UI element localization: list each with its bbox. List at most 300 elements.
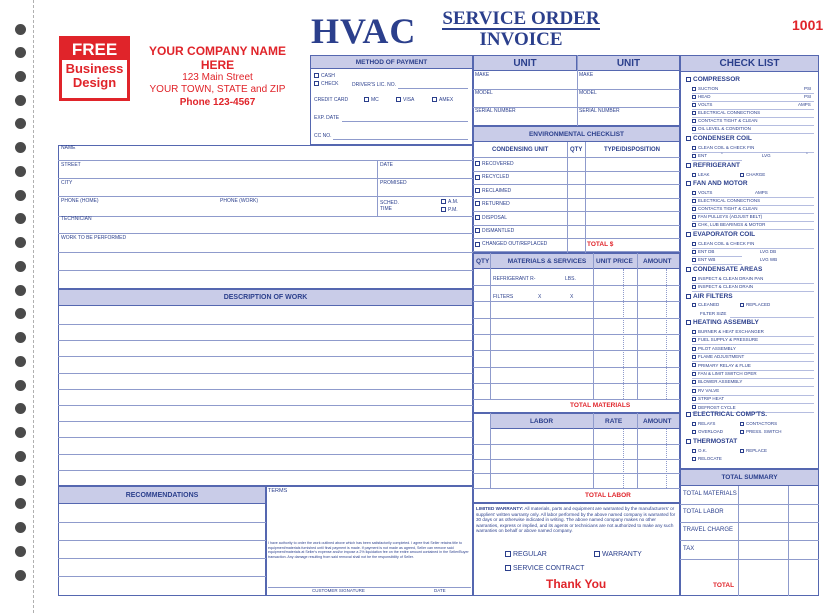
checkbox-icon [686,181,691,186]
binder-hole [15,570,26,581]
total-labor-label: TOTAL LABOR [585,492,631,499]
press-switch[interactable] [740,429,782,434]
checkbox-icon [692,127,696,131]
street-label: STREET [61,162,81,168]
lbs-label: LBS. [565,276,576,282]
electrical-connections[interactable] [692,110,760,115]
rate-header: RATE [605,418,623,425]
checkbox-icon [692,103,696,107]
checkbox-icon [692,338,696,342]
psi-2: PSI [804,94,812,99]
clean-coil-2-label: CLEAN COIL & CHECK FIN [698,241,755,246]
heating-item-1[interactable] [692,337,758,342]
description-line [58,340,473,341]
warranty-text-block [476,506,677,534]
suction-label: SUCTION [698,86,719,91]
binder-hole [15,380,26,391]
summary-row-1: TOTAL LABOR [683,509,724,516]
checkbox-icon [364,97,369,102]
checkbox-icon [594,551,600,557]
condenser-coil-label: CONDENSER COIL [693,135,752,142]
amps: AMPS [798,102,811,107]
checkbox-icon [692,242,696,246]
condensing-unit-label: CONDENSING UNIT [492,147,549,153]
terms-authorization-text: I have authority to order the work outlined above which has been satisfactorily completed. I agree that Seller retains title to equipment/materials furnished until final payment is made. If payment is not made as agreed, Seller can remove said equipment/materials at Seller's expense and/or impose a 2% liquidation fee on the entire amount contained in the Seller/Buyer transaction. Any damage resulting from said removal shall not be the responsibility of Seller. [268,541,469,559]
labor-title: LABOR [529,418,554,425]
total-materials-label: TOTAL MATERIALS [570,402,631,409]
compressor[interactable] [686,76,740,83]
warranty-option[interactable] [594,551,642,558]
suction[interactable] [692,86,718,91]
mc-option[interactable] [364,97,379,103]
hvac-title: HVAC [311,11,417,51]
customer-line [58,252,473,253]
checkbox-icon [692,430,696,434]
warranty-text: All materials, parts and equipment are warranted by the manufacturers' or suppliers' written warranty only. All labor performed by the above named company is warranted for 30 days or as otherwise indicated in writing. The above named company makes no other warranties, express or implied, and its agents or technicians are not authorized to make any such warranties on behalf or above named company. [476,506,676,534]
materials-title: MATERIALS & SERVICES [507,258,587,265]
checkbox-icon [505,565,511,571]
type-disposition-label: TYPE/DISPOSITION [604,147,661,153]
ent-wb-label: ENT WB [698,257,716,262]
regular-option[interactable] [505,551,547,558]
checkbox-icon [692,389,696,393]
electrical-connections-2[interactable] [692,198,760,203]
heating-item-5[interactable] [692,371,757,376]
env-row-label: DISPOSAL [482,214,508,221]
binder-hole [15,190,26,201]
materials-line [473,318,680,319]
unit-line [473,89,680,90]
logo [59,36,130,101]
checklist-line [692,229,814,230]
service-order-label: SERVICE ORDER [442,8,600,29]
checkbox-icon [686,412,691,417]
description-line [58,389,473,390]
heating-item-9-label: DEFROST CYCLE [698,404,736,410]
heating-item-1-label: FUEL SUPPLY & PRESSURE [698,337,759,343]
checkbox-icon [692,285,696,289]
summary-line [680,522,819,523]
heating-item-7[interactable] [692,388,719,393]
description-header: DESCRIPTION OF WORK [58,289,473,306]
materials-divider [637,253,638,399]
checkbox-icon [686,267,691,272]
date-label: DATE [380,162,393,168]
thermostat-ok[interactable] [692,448,707,453]
amex-option[interactable] [432,97,453,103]
description-line [58,421,473,422]
env-row-5[interactable] [475,228,514,234]
fan-pulleys-label: FAN PULLEYS (ADJUST BELT) [698,214,763,219]
checkbox-icon [692,422,696,426]
recommendations-header: RECOMMENDATIONS [58,486,266,504]
summary-line [680,540,819,541]
relays[interactable] [692,421,715,426]
inspect-drain[interactable] [692,284,753,289]
psi-1: PSI [804,86,812,91]
checkbox-icon [475,242,480,247]
inspect-drain-pan[interactable] [692,276,763,281]
heating-item-5-label: FAN & LIMIT SWITCH OPER [698,371,757,376]
amex-label: AMEX [439,97,454,103]
invoice-number: 1001 [792,17,824,33]
env-row-label: RETURNED [482,201,510,208]
evaporator-coil[interactable] [686,231,755,238]
env-row-label: RECOVERED [482,161,514,167]
env-total: TOTAL $ [587,241,614,248]
env-row-4[interactable] [475,215,507,221]
logo-inner [62,39,127,98]
clean-coil-2[interactable] [692,241,754,246]
env-qty-label: QTY [570,147,583,153]
check-option[interactable] [314,81,339,87]
amount-header: AMOUNT [643,258,672,265]
env-row-3[interactable] [475,201,510,207]
labor-divider [593,413,594,488]
pm-label: P.M. [448,207,458,213]
checkbox-icon [475,188,480,193]
clean-coil-label: CLEAN COIL & CHECK FIN [698,145,755,150]
checkbox-icon [692,258,696,262]
evaporator-coil-label: EVAPORATOR COIL [693,231,756,238]
logo-free: FREE [62,39,127,60]
binder-hole [15,403,26,414]
labor-line [473,473,680,474]
binder-hole [15,95,26,106]
checkbox-icon [475,201,480,206]
customer-line [58,233,473,234]
work-label: WORK TO BE PERFORMED [61,235,127,241]
time-label: TIME [380,206,392,212]
labor-header-bar [490,413,680,429]
check-label: CHECK [321,81,339,87]
env-line [473,238,680,239]
checklist-line [692,160,742,161]
unit2-header: UNIT [577,55,680,71]
env-row-label: RECYCLED [482,174,510,181]
checkbox-icon [441,199,446,204]
regular-label: REGULAR [513,551,547,558]
checkbox-icon [692,154,696,158]
env-header: ENVIRONMENTAL CHECKLIST [473,126,680,142]
contacts-tight-2[interactable] [692,206,758,211]
volts-2[interactable] [692,190,712,195]
service-contract-option[interactable] [505,565,584,572]
logo-design: Design [72,75,117,90]
drivers-lic-line[interactable] [398,88,468,89]
company-phone: Phone 123-4567 [179,97,256,108]
degree-2: ° [806,152,808,157]
checkbox-icon [692,87,696,91]
air-filters[interactable] [686,293,733,300]
binder-hole [15,451,26,462]
filter-size: FILTER SIZE [700,311,727,316]
checkbox-icon [692,223,696,227]
company-name: YOUR COMPANY NAME HERE [149,44,286,72]
chk-lub-label: CHK, LUB BEARINGS & MOTOR [698,222,766,227]
electrical-components-label: ELECTRICAL COMP'TS. [693,411,768,418]
description-line [58,373,473,374]
materials-line [473,383,680,384]
description-line [58,324,473,325]
refrigerant-label: REFRIGERANT [693,162,740,169]
env-line [473,211,680,212]
head-label: HEAD [698,94,711,99]
checklist-line [730,317,814,318]
heating-item-6[interactable] [692,379,742,384]
summary-line [680,559,819,560]
cc-no-line[interactable] [333,139,468,140]
binder-hole [15,498,26,509]
contacts-tight-label: CONTACTS TIGHT & CLEAN [698,118,758,123]
checkbox-icon [692,397,696,401]
heating-item-6-label: BLOWER ASSEMBLY [698,379,743,385]
env-row-6[interactable] [475,241,547,247]
checkbox-icon [692,372,696,376]
heating-item-2-label: PILOT ASSEMBLY [698,345,736,351]
recommendations-line [58,576,266,577]
head[interactable] [692,94,711,99]
checkbox-icon [740,173,744,177]
checkbox-icon [475,161,480,166]
drivers-lic-label: DRIVER'S LIC. NO. [352,82,397,88]
contacts-tight-2-label: CONTACTS TIGHT & CLEAN [698,206,758,211]
summary-row-2: TRAVEL CHARGE [683,527,734,534]
customer-line [58,270,473,271]
refrigerant-label: REFRIGERANT R- [493,276,536,282]
checkbox-icon [686,136,691,141]
labor-line [473,459,680,460]
clean-coil[interactable] [692,145,754,150]
lvg-db: LVG DB [760,249,777,254]
env-row-1[interactable] [475,174,509,180]
description-line [58,470,473,471]
checkbox-icon [686,232,691,237]
env-row-2[interactable] [475,188,511,194]
chk-lub[interactable] [692,222,765,227]
condensate-areas[interactable] [686,266,762,273]
leak[interactable] [692,172,710,177]
binder-hole [15,213,26,224]
sched-label: SCHED. [380,200,399,206]
technician-label: TECHNICIAN [61,216,92,222]
inspect-drain-pan-label: INSPECT & CLEAN DRAIN PAN [698,276,764,281]
amps-2: AMPS [755,190,768,195]
contacts-tight[interactable] [692,118,758,123]
heating-item-4-label: PRIMARY RELAY & FLUE [698,362,751,368]
description-line [58,454,473,455]
replaced[interactable] [740,302,770,307]
replaced-label: REPLACED [746,302,771,307]
binder-hole [15,47,26,58]
checklist-line [692,133,814,134]
electrical-connections-label: ELECTRICAL CONNECTIONS [698,110,761,115]
thermostat-relocate[interactable] [692,456,722,461]
contactors[interactable] [740,421,777,426]
customer-line [58,160,473,161]
overload[interactable] [692,429,723,434]
city-label: CITY [61,180,73,186]
binder-hole [15,546,26,557]
pm-option[interactable] [441,207,458,213]
fan-and-motor[interactable] [686,180,748,187]
checklist-line [692,264,742,265]
checkbox-icon [441,207,446,212]
binder-hole [15,71,26,82]
recommendations-line [58,522,266,523]
heating-item-0-label: BURNER & HEAT EXCHANGER [698,329,764,334]
thermostat-relocate-label: RELOCATE [698,456,722,461]
checkbox-icon [692,95,696,99]
electrical-connections-2-label: ELECTRICAL CONNECTIONS [698,198,761,203]
checkbox-icon [692,347,696,351]
volts-label: VOLTS [698,102,713,107]
ent-wb[interactable] [692,257,715,262]
unit2-model: MODEL [579,90,597,96]
description-line [58,437,473,438]
unit1-make: MAKE [475,72,490,78]
unit2-make: MAKE [579,72,594,78]
binder-hole [15,142,26,153]
binder-hole [15,522,26,533]
logo-business: Business [65,61,124,76]
binder-hole [15,118,26,129]
company-street: 123 Main Street [182,72,253,83]
recommendations-line [58,540,266,541]
exp-date-line[interactable] [342,121,468,122]
checkbox-icon [740,303,744,307]
binder-hole [15,237,26,248]
heating-item-2[interactable] [692,346,736,351]
binder-hole [15,356,26,367]
checkbox-icon [396,97,401,102]
env-row-0[interactable] [475,161,514,167]
labor-line [473,488,680,489]
air-filters-label: AIR FILTERS [693,293,733,300]
service-contract-label: SERVICE CONTRACT [513,565,585,572]
heating-item-3[interactable] [692,354,744,359]
checkbox-icon [475,228,480,233]
materials-line [473,399,680,400]
unit-divider [577,55,578,126]
filters-x2: X [570,294,574,300]
binder-hole [15,285,26,296]
checkbox-icon [692,405,696,409]
volts[interactable] [692,102,712,107]
visa-option[interactable] [396,97,414,103]
binder-hole [15,475,26,486]
company-info [135,44,300,109]
customer-line [58,216,473,217]
checkbox-icon [740,449,744,453]
thermostat[interactable] [686,438,737,445]
cleaned[interactable] [692,302,719,307]
binder-hole [15,427,26,438]
binder-hole [15,261,26,272]
ent-db[interactable] [692,249,714,254]
checklist-line [692,291,814,292]
name-label: NAME [61,145,76,151]
labor-line [473,444,680,445]
heating-item-0[interactable] [692,329,764,334]
thermostat-label: THERMOSTAT [693,438,738,445]
summary-row-3: TAX [683,545,695,552]
materials-header-bar [473,253,680,269]
checkbox-icon [686,163,691,168]
electrical-components[interactable] [686,411,767,418]
cleaned-label: CLEANED [698,302,720,307]
summary-total-label: TOTAL [713,582,735,589]
materials-qty-header: QTY [476,258,490,265]
description-line [58,356,473,357]
visa-label: VISA [403,97,415,103]
summary-row-0: TOTAL MATERIALS [683,491,737,497]
description-box[interactable] [58,289,473,486]
materials-line [473,334,680,335]
ent-db-label: ENT DB [698,249,715,254]
unit1-header: UNIT [473,55,577,71]
am-option[interactable] [441,199,458,205]
checkbox-icon [686,77,691,82]
materials-line [473,301,680,302]
env-line [473,157,680,158]
fan-pulleys[interactable] [692,214,762,219]
cash-option[interactable] [314,73,335,79]
checkbox-icon [686,294,691,299]
heating-item-4[interactable] [692,363,751,368]
volts-2-label: VOLTS [698,190,713,195]
unit-price-header: UNIT PRICE [596,258,633,265]
env-line [473,198,680,199]
oil-level[interactable] [692,126,751,131]
env-line [473,225,680,226]
cash-label: CASH [321,73,335,79]
checkbox-icon [740,430,744,434]
binder-hole [15,308,26,319]
labor-amount-header: AMOUNT [643,418,672,425]
condenser-coil[interactable] [686,135,752,142]
checkbox-icon [692,380,696,384]
warranty-option-label: WARRANTY [602,551,642,558]
filters-x1: X [538,294,542,300]
phone-home-label: PHONE (HOME) [61,198,99,204]
lvg: LVG [762,153,771,158]
heating-item-7-label: RV VALVE [698,387,720,393]
checkbox-icon [692,277,696,281]
binder-hole [15,332,26,343]
heating-item-3-label: FLAME ADJUSTMENT [698,354,745,360]
refrigerant[interactable] [686,162,740,169]
charge[interactable] [740,172,765,177]
ent[interactable] [692,153,707,158]
heating-item-8[interactable] [692,396,724,401]
customer-divider [377,160,378,217]
checkbox-icon [692,457,696,461]
heating-assembly[interactable] [686,319,759,326]
thermostat-ok-label: O.K. [698,448,708,453]
heating-assembly-label: HEATING ASSEMBLY [693,319,759,326]
oil-level-label: OIL LEVEL & CONDITION [698,126,751,131]
charge-label: CHARGE [746,172,766,177]
exp-date-label: EXP. DATE [314,115,340,121]
checkbox-icon [692,199,696,203]
heating-item-9[interactable] [692,405,736,410]
env-row-label: RECLAIMED [482,187,512,194]
description-line [58,405,473,406]
thermostat-replace[interactable] [740,448,767,453]
materials-divider [490,253,491,399]
unit1-model: MODEL [475,90,493,96]
